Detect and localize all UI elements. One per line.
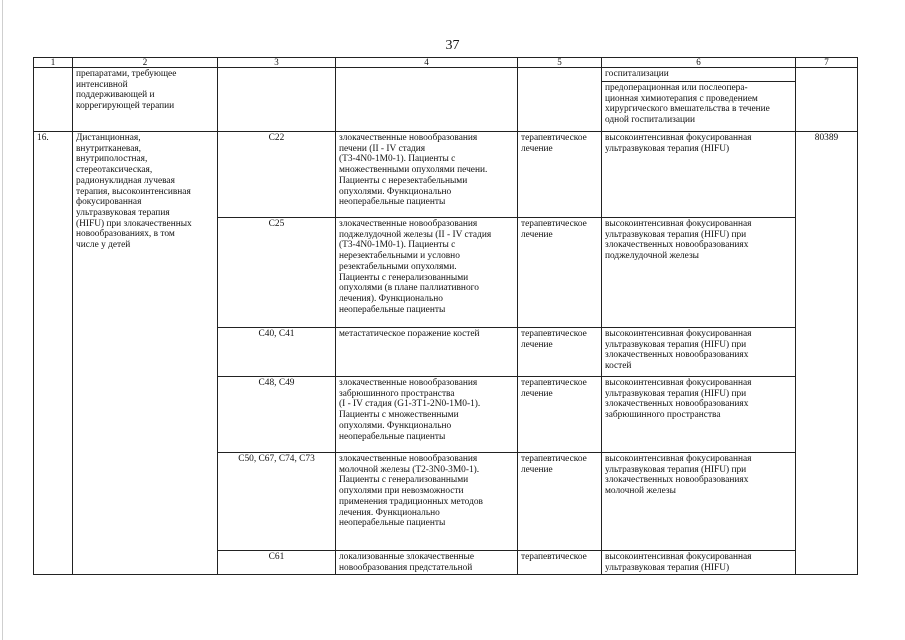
diagnosis-codes: C48, C49 bbox=[218, 377, 336, 453]
diagnosis-codes: C25 bbox=[218, 218, 336, 328]
diagnosis-codes: C40, C41 bbox=[218, 328, 336, 377]
column-number: 6 bbox=[602, 58, 796, 68]
continuation-cost-cell bbox=[796, 68, 858, 132]
continuation-treatment-cell bbox=[518, 68, 602, 132]
treatment-type: терапевтическое лечение bbox=[518, 328, 602, 377]
treatment-type: терапевтическое bbox=[518, 551, 602, 575]
continuation-number-cell bbox=[34, 68, 73, 132]
column-number: 3 bbox=[218, 58, 336, 68]
treatment-method: высокоинтенсивная фокусированная ультразвуковая терапия (HIFU) при злокачественных новообразованиях костей bbox=[602, 328, 796, 377]
cost-value: 80389 bbox=[796, 132, 858, 575]
continuation-codes-cell bbox=[218, 68, 336, 132]
column-number: 5 bbox=[518, 58, 602, 68]
patient-model: локализованные злокачественные новообразования предстательной bbox=[336, 551, 518, 575]
group-number: 16. bbox=[34, 132, 73, 575]
continuation-model-cell bbox=[336, 68, 518, 132]
diagnosis-codes: C50, C67, C74, C73 bbox=[218, 453, 336, 551]
continuation-method-b: предоперационная или послеопера- ционная химиотерапия с проведением хирургического вмешательства в течение одной госпитализации bbox=[602, 82, 796, 132]
treatment-method: высокоинтенсивная фокусированная ультразвуковая терапия (HIFU) при злокачественных новообразованиях поджелудочной железы bbox=[602, 218, 796, 328]
column-number: 4 bbox=[336, 58, 518, 68]
patient-model: злокачественные новообразования печени (II - IV стадия (T3-4N0-1M0-1). Пациенты с множественными опухолями печени. Пациенты с нерезектабельными опухолями. Функционально неоперабельные пациенты bbox=[336, 132, 518, 218]
column-number-row bbox=[34, 58, 858, 68]
continuation-group-name: препаратами, требующее интенсивной поддерживающей и коррегирующей терапии bbox=[73, 68, 218, 132]
continuation-method-a: госпитализации bbox=[602, 68, 796, 82]
page-edge-rule bbox=[2, 0, 3, 640]
treatment-method: высокоинтенсивная фокусированная ультразвуковая терапия (HIFU) bbox=[602, 132, 796, 218]
treatment-method: высокоинтенсивная фокусированная ультразвуковая терапия (HIFU) при злокачественных новообразованиях забрюшинного пространства bbox=[602, 377, 796, 453]
continuation-row bbox=[34, 68, 858, 82]
patient-model: злокачественные новообразования забрюшинного пространства (I - IV стадия (G1-3T1-2N0-1M0-1). Пациенты с множественными опухолями. Функционально неоперабельные пациенты bbox=[336, 377, 518, 453]
column-number: 1 bbox=[34, 58, 73, 68]
treatment-type: терапевтическое лечение bbox=[518, 218, 602, 328]
medical-care-table bbox=[33, 57, 858, 575]
page-number: 37 bbox=[445, 38, 460, 53]
column-number: 2 bbox=[73, 58, 218, 68]
treatment-method: высокоинтенсивная фокусированная ультразвуковая терапия (HIFU) bbox=[602, 551, 796, 575]
column-number: 7 bbox=[796, 58, 858, 68]
table-row bbox=[34, 132, 858, 218]
diagnosis-codes: C22 bbox=[218, 132, 336, 218]
treatment-type: терапевтическое лечение bbox=[518, 132, 602, 218]
patient-model: злокачественные новообразования молочной железы (T2-3N0-3M0-1). Пациенты с генерализованными опухолями при невозможности применения традиционных методов лечения. Функционально неоперабельные пациенты bbox=[336, 453, 518, 551]
group-name: Дистанционная, внутритканевая, внутриполостная, стереотаксическая, радионуклидная лучевая терапия, высокоинтенсивная фокусированная ультразвуковая терапия (HIFU) при злокачественных новообразованиях, в том числе у детей bbox=[73, 132, 218, 575]
treatment-type: терапевтическое лечение bbox=[518, 377, 602, 453]
patient-model: злокачественные новообразования поджелудочной железы (II - IV стадия (T3-4N0-1M0-1). Пациенты с нерезектабельными и условно резектабельными опухолями. Пациенты с генерализованными опухолями (в плане паллиативного лечения). Функционально неоперабельные пациенты bbox=[336, 218, 518, 328]
diagnosis-codes: C61 bbox=[218, 551, 336, 575]
patient-model: метастатическое поражение костей bbox=[336, 328, 518, 377]
treatment-method: высокоинтенсивная фокусированная ультразвуковая терапия (HIFU) при злокачественных новообразованиях молочной железы bbox=[602, 453, 796, 551]
treatment-type: терапевтическое лечение bbox=[518, 453, 602, 551]
